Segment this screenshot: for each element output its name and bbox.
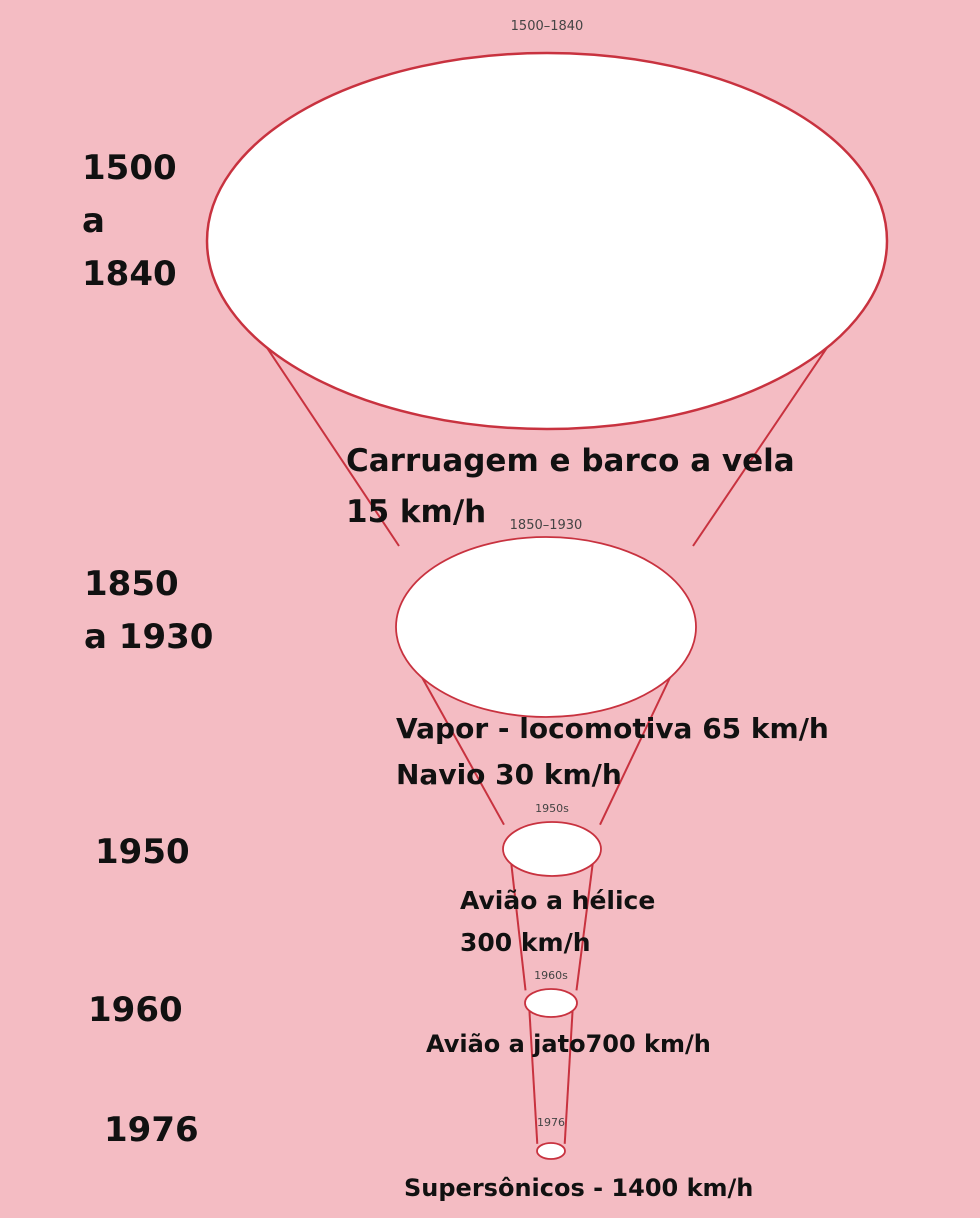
world-map-3 [503,802,601,876]
world-map-5 [537,1116,565,1159]
map-outline-2 [396,537,696,717]
period-label-1500-1840: 1500 a 1840 [82,148,177,294]
period-label-1850-1930: 1850 a 1930 [84,564,214,657]
map-year-tag-5: 1976 [537,1116,565,1129]
world-map-1 [207,19,887,429]
transport-caption-propeller: Avião a hélice 300 km/h [460,886,656,957]
map-year-tag-3: 1950s [535,802,569,815]
transport-caption-jet: Avião a jato700 km/h [426,1030,711,1058]
transport-caption-supersonic: Supersônicos - 1400 km/h [404,1174,754,1202]
map-year-tag-1: 1500–1840 [510,19,584,34]
period-label-1950: 1950 [95,832,190,872]
map-outline-5 [537,1143,565,1159]
map-outline-4 [525,989,577,1017]
map-outline-3 [503,822,601,876]
transport-caption-sailing: Carruagem e barco a vela 15 km/h [346,443,795,530]
map-year-tag-4: 1960s [534,969,568,982]
period-label-1960: 1960 [88,990,183,1030]
period-label-1976: 1976 [104,1110,199,1150]
map-year-tag-2: 1850–1930 [509,518,583,533]
world-map-4 [525,969,577,1017]
transport-caption-steam: Vapor - locomotiva 65 km/h Navio 30 km/h [396,712,829,791]
map-outline-1 [207,53,887,429]
world-map-2 [396,518,696,717]
